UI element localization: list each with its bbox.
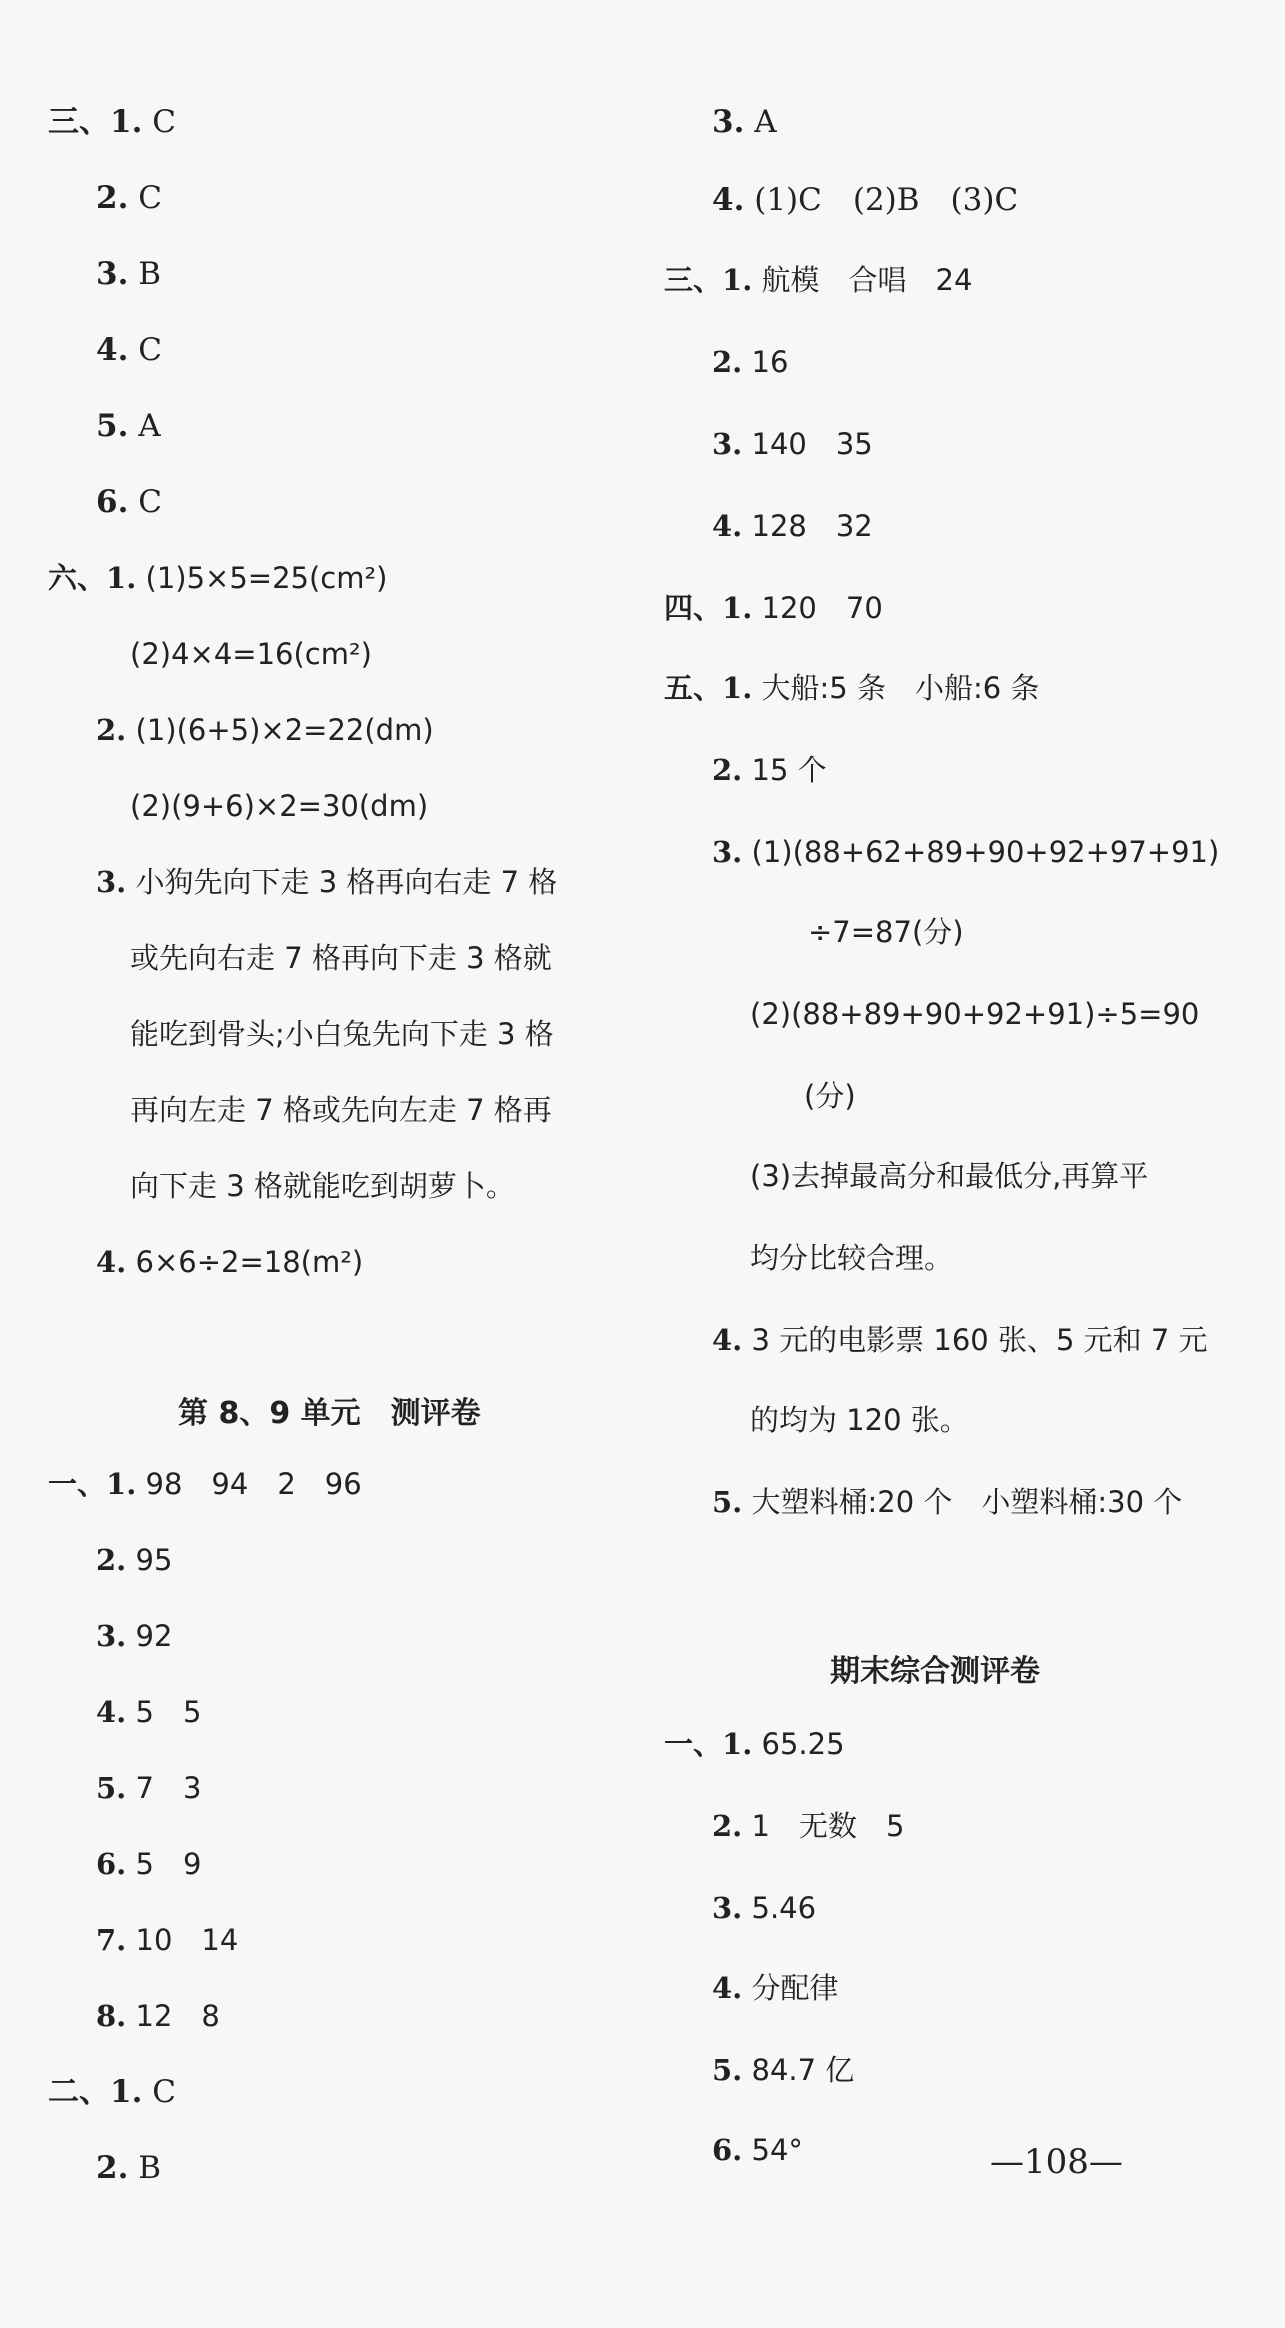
answer-line: 2. 15 个 xyxy=(712,753,827,787)
answer-line: 六、1. (1)5×5=25(cm²) xyxy=(48,561,388,595)
answer-line: (3)去掉最高分和最低分,再算平 xyxy=(750,1159,1149,1193)
answer-line: 4. 3 元的电影票 160 张、5 元和 7 元 xyxy=(712,1323,1208,1357)
answer-line: 一、1. 65.25 xyxy=(664,1727,845,1761)
answer-line: 2. 1 无数 5 xyxy=(712,1809,905,1843)
answer-line: 2. (1)(6+5)×2=22(dm) xyxy=(96,713,434,747)
answer-line: 3. B xyxy=(96,256,162,292)
answer-line: 能吃到骨头;小白兔先向下走 3 格 xyxy=(130,1017,554,1051)
answer-line: 向下走 3 格就能吃到胡萝卜。 xyxy=(130,1169,515,1203)
page-number: —108— xyxy=(990,2142,1123,2182)
answer-line: 4. 5 5 xyxy=(96,1695,202,1729)
answer-line: 2. B xyxy=(96,2150,162,2186)
answer-line: 3. 小狗先向下走 3 格再向右走 7 格 xyxy=(96,865,558,899)
answer-line: 3. 92 xyxy=(96,1619,173,1653)
answer-line: 5. 大塑料桶:20 个 小塑料桶:30 个 xyxy=(712,1485,1183,1519)
answer-line: 一、1. 98 94 2 96 xyxy=(48,1467,362,1501)
answer-line: 二、1. C xyxy=(48,2074,176,2110)
section-heading: 第 8、9 单元 测评卷 xyxy=(178,1396,481,1431)
answer-line: 4. C xyxy=(96,332,162,368)
answer-line: 3. A xyxy=(712,104,777,140)
answer-line: 3. (1)(88+62+89+90+92+97+91) xyxy=(712,835,1220,869)
answer-line: 三、1. 航模 合唱 24 xyxy=(664,263,973,297)
answer-line: 5. A xyxy=(96,408,161,444)
answer-line: 或先向右走 7 格再向下走 3 格就 xyxy=(130,941,552,975)
answer-line: 3. 5.46 xyxy=(712,1891,817,1925)
answer-line: 4. (1)C (2)B (3)C xyxy=(712,182,1019,218)
answer-line: ÷7=87(分) xyxy=(808,915,964,949)
answer-line: (分) xyxy=(804,1079,856,1113)
answer-line: (2)(88+89+90+92+91)÷5=90 xyxy=(750,997,1200,1031)
answer-line: (2)(9+6)×2=30(dm) xyxy=(130,789,429,823)
answer-line: 5. 84.7 亿 xyxy=(712,2053,855,2087)
section-heading: 期末综合测评卷 xyxy=(830,1654,1040,1689)
answer-line: 三、1. C xyxy=(48,104,176,140)
answer-line: 均分比较合理。 xyxy=(750,1241,954,1275)
answer-line: 4. 分配律 xyxy=(712,1971,839,2005)
answer-line: 2. 95 xyxy=(96,1543,173,1577)
answer-line: 的均为 120 张。 xyxy=(750,1403,969,1437)
answer-line: 6. 54° xyxy=(712,2133,803,2167)
answer-line: 6. C xyxy=(96,484,162,520)
answer-line: 4. 6×6÷2=18(m²) xyxy=(96,1245,364,1279)
answer-line: (2)4×4=16(cm²) xyxy=(130,637,372,671)
answer-line: 5. 7 3 xyxy=(96,1771,202,1805)
answer-line: 6. 5 9 xyxy=(96,1847,202,1881)
answer-line: 4. 128 32 xyxy=(712,509,873,543)
answer-line: 四、1. 120 70 xyxy=(664,591,883,625)
answer-line: 3. 140 35 xyxy=(712,427,873,461)
answer-line: 8. 12 8 xyxy=(96,1999,220,2033)
answer-line: 7. 10 14 xyxy=(96,1923,239,1957)
answer-line: 五、1. 大船:5 条 小船:6 条 xyxy=(664,671,1040,705)
answer-line: 2. C xyxy=(96,180,162,216)
answer-line: 再向左走 7 格或先向左走 7 格再 xyxy=(130,1093,552,1127)
answer-line: 2. 16 xyxy=(712,345,789,379)
